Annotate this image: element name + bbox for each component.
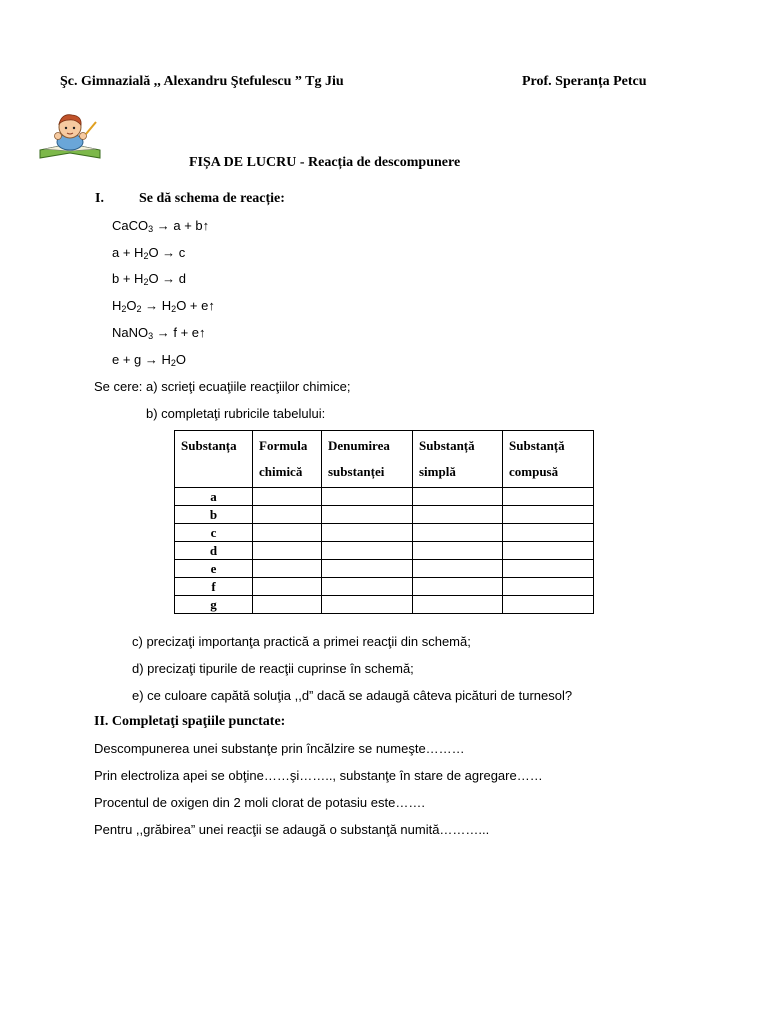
requirement-a: Se cere: a) scrieţi ecuaţiile reacţiilor chimice; bbox=[94, 379, 351, 394]
requirement-e: e) ce culoare capătă soluţia ,,d” dacă se adaugă câteva picături de turnesol? bbox=[132, 688, 573, 703]
requirement-d: d) precizaţi tipurile de reacţii cuprinse în schemă; bbox=[132, 661, 414, 676]
table-cell[interactable] bbox=[253, 524, 322, 542]
reaction-line: $e + g \to H_2O$ bbox=[112, 352, 187, 368]
table-cell[interactable] bbox=[322, 524, 413, 542]
table-header: Substanța bbox=[175, 431, 253, 488]
table-cell[interactable] bbox=[322, 506, 413, 524]
table-row bbox=[175, 524, 594, 542]
table-cell[interactable] bbox=[503, 578, 594, 596]
requirement-b: b) completaţi rubricile tabelului: bbox=[146, 406, 326, 421]
table-row bbox=[175, 506, 594, 524]
table-cell[interactable] bbox=[503, 506, 594, 524]
table-cell[interactable] bbox=[322, 488, 413, 506]
table-cell[interactable] bbox=[253, 488, 322, 506]
row-label: e bbox=[175, 560, 253, 578]
table-cell[interactable] bbox=[413, 596, 503, 614]
table-cell[interactable] bbox=[503, 524, 594, 542]
table-cell[interactable] bbox=[322, 578, 413, 596]
table-cell[interactable] bbox=[413, 524, 503, 542]
row-label: c bbox=[175, 524, 253, 542]
reaction-line: NaNO$_3$ → f + e↑ bbox=[112, 325, 206, 341]
row-label: d bbox=[175, 542, 253, 560]
table-cell[interactable] bbox=[253, 542, 322, 560]
table-header: Substanță simplă bbox=[413, 431, 503, 488]
table-cell[interactable] bbox=[413, 578, 503, 596]
table-cell[interactable] bbox=[503, 542, 594, 560]
table-cell[interactable] bbox=[322, 542, 413, 560]
school-name: Şc. Gimnazială ,, Alexandru Ştefulescu ” Tg Jiu bbox=[60, 74, 344, 89]
table-cell[interactable] bbox=[503, 488, 594, 506]
table-cell[interactable] bbox=[413, 560, 503, 578]
worksheet-title: FIȘA DE LUCRU - Reacția de descompunere bbox=[189, 155, 461, 170]
row-label: f bbox=[175, 578, 253, 596]
table-row bbox=[175, 560, 594, 578]
table-cell[interactable] bbox=[413, 488, 503, 506]
table-cell[interactable] bbox=[413, 542, 503, 560]
section-2-heading: II. Completaţi spaţiile punctate: bbox=[94, 714, 286, 729]
fill-in-line: Descompunerea unei substanţe prin încălzire se numeşte……… bbox=[94, 741, 465, 756]
table-header-row bbox=[175, 431, 594, 488]
fill-in-line: Pentru ,,grăbirea” unei reacţii se adaugă o substanţă numită………... bbox=[94, 822, 490, 837]
table-header: Substanță compusă bbox=[503, 431, 594, 488]
table-cell[interactable] bbox=[253, 596, 322, 614]
fill-in-line: Procentul de oxigen din 2 moli clorat de potasiu este……. bbox=[94, 795, 425, 810]
table-cell[interactable] bbox=[413, 506, 503, 524]
requirement-c: c) precizaţi importanţa practică a primei reacţii din schemă; bbox=[132, 634, 471, 649]
teacher-name: Prof. Speranța Petcu bbox=[522, 74, 647, 89]
reaction-line: CaCO$_3$ → a + b↑ bbox=[112, 218, 210, 234]
table-cell[interactable] bbox=[503, 560, 594, 578]
reaction-line: $H_2O_2 \to H_2O$ + e↑ bbox=[112, 298, 215, 314]
table-header: Formula chimică bbox=[253, 431, 322, 488]
reaction-line: $b + H_2O \to d$ bbox=[112, 271, 187, 287]
table-cell[interactable] bbox=[503, 596, 594, 614]
section-1-number: I. bbox=[95, 191, 104, 206]
row-label: g bbox=[175, 596, 253, 614]
section-1-heading: Se dă schema de reacție: bbox=[139, 191, 285, 206]
reaction-line: $a + H_2O \to c$ bbox=[112, 245, 186, 261]
table-row bbox=[175, 542, 594, 560]
table-header: Denumirea substanței bbox=[322, 431, 413, 488]
table-row bbox=[175, 596, 594, 614]
table-row bbox=[175, 488, 594, 506]
table-cell[interactable] bbox=[253, 506, 322, 524]
table-cell[interactable] bbox=[322, 560, 413, 578]
table-cell[interactable] bbox=[253, 560, 322, 578]
table-cell[interactable] bbox=[322, 596, 413, 614]
row-label: a bbox=[175, 488, 253, 506]
table-cell[interactable] bbox=[253, 578, 322, 596]
child-reading-illustration bbox=[36, 110, 106, 162]
row-label: b bbox=[175, 506, 253, 524]
substances-table bbox=[174, 430, 594, 614]
fill-in-line: Prin electroliza apei se obţine……şi…….., substanţe în stare de agregare…… bbox=[94, 768, 543, 783]
table-row bbox=[175, 578, 594, 596]
